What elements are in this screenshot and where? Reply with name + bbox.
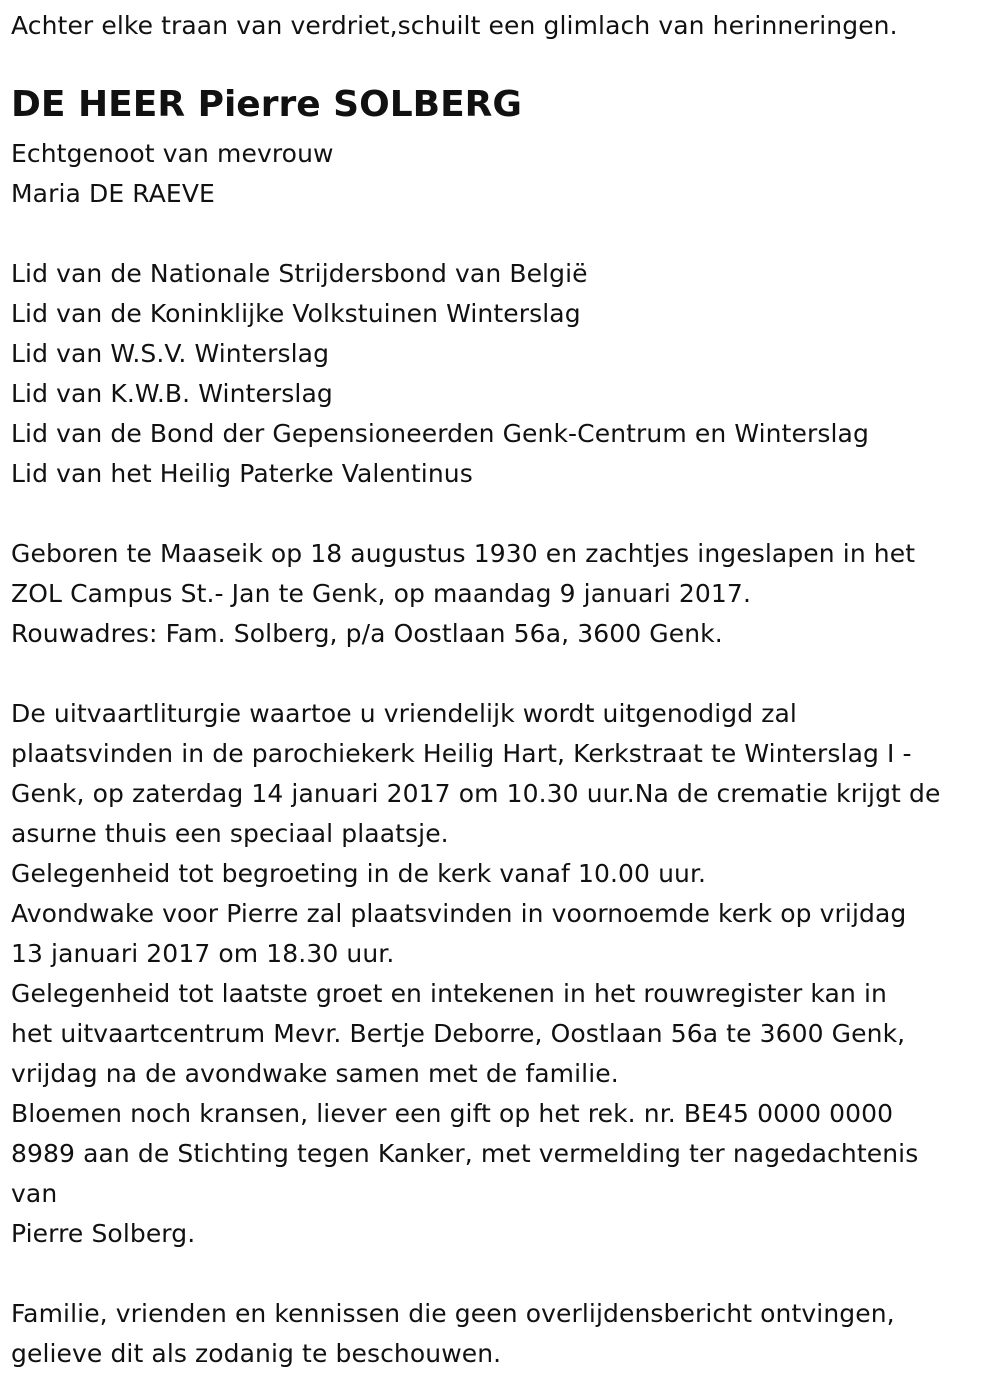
paragraph-line: het uitvaartcentrum Mevr. Bertje Deborre, Oostlaan 56a te 3600 Genk, [11,1019,906,1048]
paragraph-line: van [11,1179,58,1208]
spouse-line: Echtgenoot van mevrouw [11,139,334,168]
paragraph-line: De uitvaartliturgie waartoe u vriendelijk wordt uitgenodigd zal [11,699,797,728]
birth-death-paragraph [11,534,915,654]
membership-item: Lid van K.W.B. Winterslag [11,379,333,408]
paragraph-line: plaatsvinden in de parochiekerk Heilig Hart, Kerkstraat te Winterslag I - [11,739,912,768]
paragraph-line: Avondwake voor Pierre zal plaatsvinden in voornoemde kerk op vrijdag [11,899,907,928]
paragraph-line: Gelegenheid tot begroeting in de kerk vanaf 10.00 uur. [11,859,707,888]
paragraph-line: 8989 aan de Stichting tegen Kanker, met vermelding ter nagedachtenis [11,1139,919,1168]
membership-item: Lid van het Heilig Paterke Valentinus [11,459,473,488]
paragraph-line: ZOL Campus St.- Jan te Genk, op maandag 9 januari 2017. [11,579,751,608]
membership-item: Lid van de Bond der Gepensioneerden Genk-Centrum en Winterslag [11,419,869,448]
paragraph-line: Geboren te Maaseik op 18 augustus 1930 en zachtjes ingeslapen in het [11,539,916,568]
spouse-block [11,134,334,214]
deceased-name: DE HEER Pierre SOLBERG [11,84,522,125]
paragraph-line: Familie, vrienden en kennissen die geen overlijdensbericht ontvingen, [11,1299,895,1328]
motto-text: Achter elke traan van verdriet,schuilt een glimlach van herinneringen. [11,11,898,40]
membership-item: Lid van de Nationale Strijdersbond van België [11,259,588,288]
mourning-address: Rouwadres: Fam. Solberg, p/a Oostlaan 56a, 3600 Genk. [11,619,723,648]
paragraph-line: asurne thuis een speciaal plaatsje. [11,819,449,848]
funeral-paragraph [11,694,940,1254]
paragraph-line: Gelegenheid tot laatste groet en intekenen in het rouwregister kan in [11,979,887,1008]
paragraph-line: gelieve dit als zodanig te beschouwen. [11,1339,502,1368]
membership-item: Lid van W.S.V. Winterslag [11,339,330,368]
paragraph-line: Genk, op zaterdag 14 januari 2017 om 10.30 uur.Na de crematie krijgt de [11,779,941,808]
closing-paragraph [11,1294,895,1374]
paragraph-line: 13 januari 2017 om 18.30 uur. [11,939,395,968]
paragraph-line: Pierre Solberg. [11,1219,196,1248]
membership-item: Lid van de Koninklijke Volkstuinen Winterslag [11,299,581,328]
paragraph-line: vrijdag na de avondwake samen met de familie. [11,1059,619,1088]
memberships-list [11,254,869,494]
paragraph-line: Bloemen noch kransen, liever een gift op het rek. nr. BE45 0000 0000 [11,1099,894,1128]
spouse-name: Maria DE RAEVE [11,179,215,208]
